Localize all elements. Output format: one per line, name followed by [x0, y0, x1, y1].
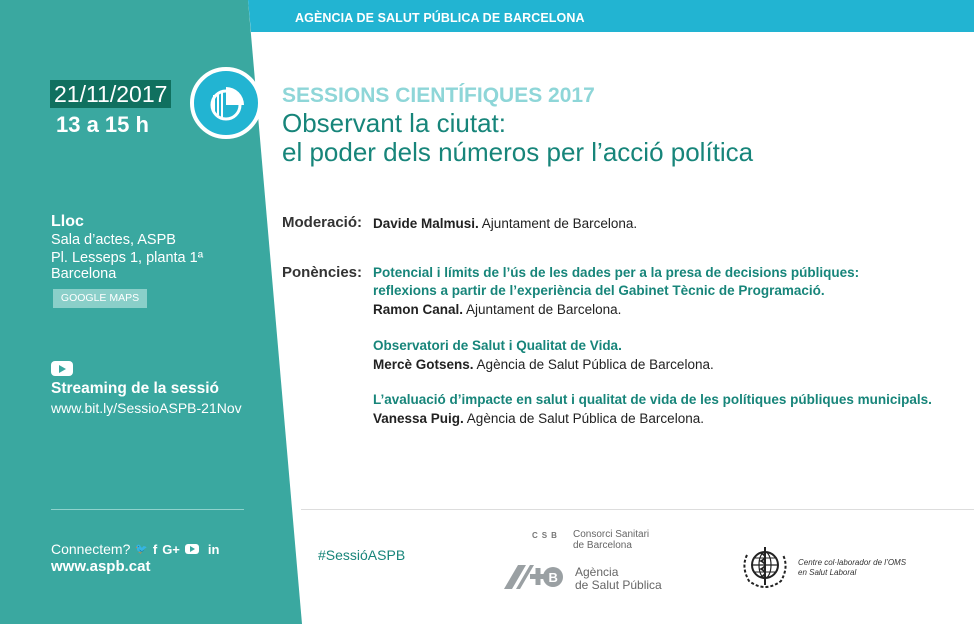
- speaker-name: Vanessa Puig.: [373, 411, 464, 426]
- website-link[interactable]: www.aspb.cat: [51, 558, 151, 575]
- who-emblem-icon: [739, 543, 791, 589]
- facebook-icon[interactable]: f: [152, 541, 158, 557]
- csb-line-2: de Barcelona: [573, 540, 632, 551]
- left-divider: [51, 509, 244, 510]
- talk-3-title: L’avaluació d’impacte en salut i qualitat de vida de les polítiques públiques municipals.: [373, 392, 932, 407]
- page-title: [282, 109, 753, 167]
- youtube-play-icon[interactable]: [51, 361, 73, 376]
- speaker-affiliation: Agència de Salut Pública de Barcelona.: [463, 411, 704, 426]
- location-label: Lloc: [51, 213, 84, 230]
- talk-3-speaker: [373, 411, 704, 426]
- moderator-name: Davide Malmusi.: [373, 216, 479, 231]
- who-line-1: Centre col·laborador de l’OMS: [798, 558, 907, 567]
- aspb-logo-icon: [504, 564, 564, 590]
- talk-1-title-line-1: Potencial i límits de l’ús de les dades per a la presa de decisions públiques:: [373, 265, 860, 280]
- linkedin-icon[interactable]: in: [207, 541, 220, 557]
- google-plus-icon[interactable]: G+: [162, 541, 180, 557]
- youtube-icon[interactable]: [185, 544, 199, 554]
- title-line-2: el poder dels números per l’acció política: [282, 137, 754, 167]
- streaming-label: Streaming de la sessió: [51, 380, 219, 397]
- talk-1-title-line-2: reflexions a partir de l’experiència del Gabinet Tècnic de Programació.: [373, 283, 825, 298]
- pie-chart-icon: [190, 67, 262, 139]
- csb-logo-text: [573, 529, 649, 551]
- speaker-name: Ramon Canal.: [373, 302, 464, 317]
- moderation-label: Moderació:: [282, 214, 363, 231]
- aspb-line-2: de Salut Pública: [575, 578, 662, 592]
- svg-text:B: B: [548, 570, 558, 585]
- talk-2-title: Observatori de Salut i Qualitat de Vida.: [373, 338, 622, 353]
- location-line-1: Sala d’actes, ASPB: [51, 232, 176, 248]
- who-line-2: en Salut Laboral: [798, 568, 857, 577]
- social-row: [51, 541, 219, 557]
- aspb-line-1: Agència: [575, 565, 619, 579]
- event-time: 13 a 15 h: [56, 112, 149, 137]
- connect-label: Connectem?: [51, 541, 131, 557]
- location-line-2: Pl. Lesseps 1, planta 1ª: [51, 250, 204, 266]
- title-line-1: Observant la ciutat:: [282, 108, 506, 138]
- talks-label: Ponències:: [282, 264, 363, 281]
- speaker-affiliation: Ajuntament de Barcelona.: [463, 302, 622, 317]
- twitter-icon[interactable]: 🐦: [135, 543, 148, 555]
- moderator-affiliation: Ajuntament de Barcelona.: [478, 216, 638, 231]
- talk-1-speaker: [373, 302, 621, 317]
- speaker-affiliation: Agència de Salut Pública de Barcelona.: [473, 357, 714, 372]
- aspb-logo-text: [575, 566, 662, 592]
- csb-line-1: Consorci Sanitari: [573, 529, 650, 540]
- series-title: SESSIONS CIENTÍFIQUES 2017: [282, 84, 595, 107]
- google-maps-button[interactable]: GOOGLE MAPS: [53, 289, 147, 308]
- talk-2-speaker: [373, 357, 714, 372]
- speaker-name: Mercè Gotsens.: [373, 357, 474, 372]
- footer-divider: [301, 509, 974, 510]
- streaming-link[interactable]: www.bit.ly/SessioASPB-21Nov: [51, 400, 242, 416]
- hashtag[interactable]: #SessióASPB: [318, 547, 406, 563]
- who-text: [798, 558, 906, 578]
- header-title: AGÈNCIA DE SALUT PÚBLICA DE BARCELONA: [295, 11, 585, 25]
- location-line-3: Barcelona: [51, 266, 117, 282]
- moderator: [373, 216, 637, 231]
- csb-logo-mark: CSB: [532, 531, 561, 540]
- event-date: 21/11/2017: [50, 80, 171, 108]
